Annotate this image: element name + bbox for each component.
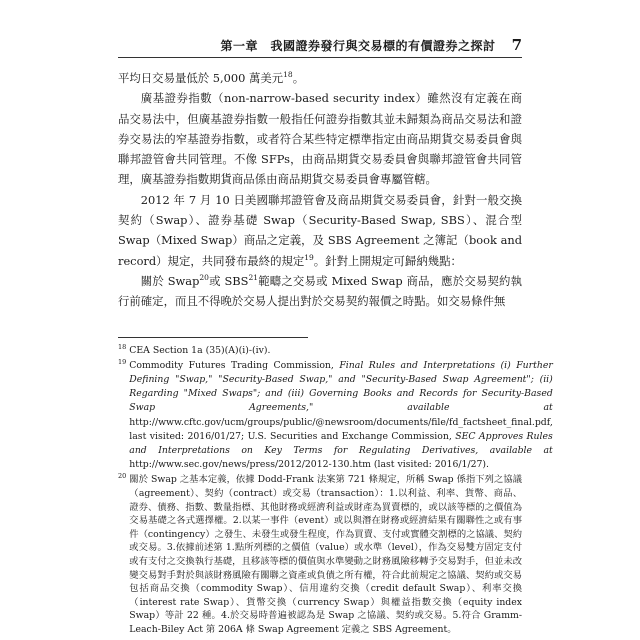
paragraph-4: 關於 Swap$^{20}$或 SBS$^{21}$範疇之交易或 Mixed Swap 商品，應於交易契約執行前確定，而且不得晚於交易人提出對於交易契約報價之時點。如交易條件無 bbox=[118, 273, 522, 309]
chapter-title: 第一章 我國證券發行與交易標的有價證券之探討 bbox=[220, 39, 496, 53]
footnote-19: $^{19}$ Commodity Futures Trading Commission, Final Rules and Interpretations (i) Further Defining "Swap," "Security-Based Swap," and "Security-Based Swap Agreement"; (ii) Regarding "Mixed Swaps"; and (iii) Governing Books and Records for Security-Based Swap Agreements," available at http://www.cftc.gov/ucm/groups/public/@newsroom/documents/file/fd_factsheet_final.pdf, last visited: 2016/01/27; U.S. Securities and Exchange Commission, SEC Approves Rules and Interpretations on Key Terms for Regulating Derivatives, available at http://www.sec.gov/news/press/2012/2012-130.htm (last visited: 2016/1/27). bbox=[118, 357, 553, 471]
paragraph-2: 廣基證券指數（non-narrow-based security index）雖然沒有定義在商品交易法中，但廣基證券指數一般指任何證券指數其並未歸類為商品交易法和證券交易法的窄基證券指數，或者符合某些特定標準指定由商品期貨交易委員會與聯邦證管會共同管理。不像 SFPs，由商品期貨交易委員會與聯邦證管會共同管理，廣基證券指數期貨商品係由商品期貨交易委員會專屬管轄。 bbox=[118, 91, 522, 187]
footnote-18: $^{18}$ CEA Section 1a (35)(A)(i)-(iv). bbox=[118, 342, 271, 356]
footnote-ref-19[interactable]: 19 bbox=[304, 252, 314, 262]
footnote-ref-20[interactable]: 20 bbox=[199, 273, 209, 283]
footnote-ref-18[interactable]: 18 bbox=[283, 70, 293, 80]
footnote-20: $^{20}$ 關於 Swap 之基本定義，依據 Dodd-Frank 法案第 721 條規定，所稱 Swap 係指下列之協議（agreement）、契約（contract）或交易（transaction）：1.以利益、利率、貨幣、商品、證券、債務、指數、數量指標、其他財務或經濟利益或財產為買賣標的，或以該等標的之價值為交易基礎之各式選擇權。2.以某一事件（event）或以與潛在財務或經濟結果有關聯性之或有事件（contingency）之發生、未發生或發生程度，作為買賣、支付或實體交割標的之協議、契約或交易。3.依據前述第 1.點所列標的之價值（value）或水準（level），作為交易雙方固定支付或有支付之交換執行基礎，且移該等標的價值與水準變動之財務風險移轉予交易對手，但並未改變交易對手對於與該財務風險有關聯之資產或負債之所有權，符合此前規定之協議、契約或交易包括商品交換（commodity Swap）、信用違約交換（credit default Swap）、利率交換（interest rate Swap）、貨幣交換（currency Swap）與權益指數交換（equity index Swap）等計 22 種。4.於交易時普遍被認為是 Swap 之協議、契約或交易。5.符合 Gramm-Leach-Biley Act 第 206A 條 Swap Agreement 定義之 SBS Agreement。 bbox=[118, 472, 522, 635]
paragraph-1: 平均日交易量低於 5,000 萬美元$^{18}$。 bbox=[118, 70, 305, 85]
footnotes bbox=[118, 342, 553, 637]
cftc-link[interactable]: http://www.cftc.gov/ucm/groups/public/@newsroom/documents/file/fd_factsheet_final.pdf, last visited: 2016/01/27; U.S. Securities and Exchange Commission, bbox=[129, 416, 553, 442]
footnote-ref-21[interactable]: 21 bbox=[248, 273, 259, 283]
sec-link[interactable]: http://www.sec.gov/news/press/2012/2012-130.htm (last visited: 2016/1/27). bbox=[129, 459, 489, 471]
page-number: 7 bbox=[511, 36, 522, 54]
running-header bbox=[118, 28, 522, 58]
main-text bbox=[118, 68, 522, 312]
paragraph-3: 2012 年 7 月 10 日美國聯邦證管會及商品期貨交易委員會，針對一般交換契約（Swap）、證券基礎 Swap（Security-Based Swap, SBS）、混合型 Swap（Mixed Swap）商品之定義，及 SBS Agreement 之簿記（book and record）規定，共同發布最終的規定$^{19}$。針對上開規定可歸納幾點： bbox=[118, 192, 522, 268]
footnote-divider bbox=[118, 337, 308, 338]
